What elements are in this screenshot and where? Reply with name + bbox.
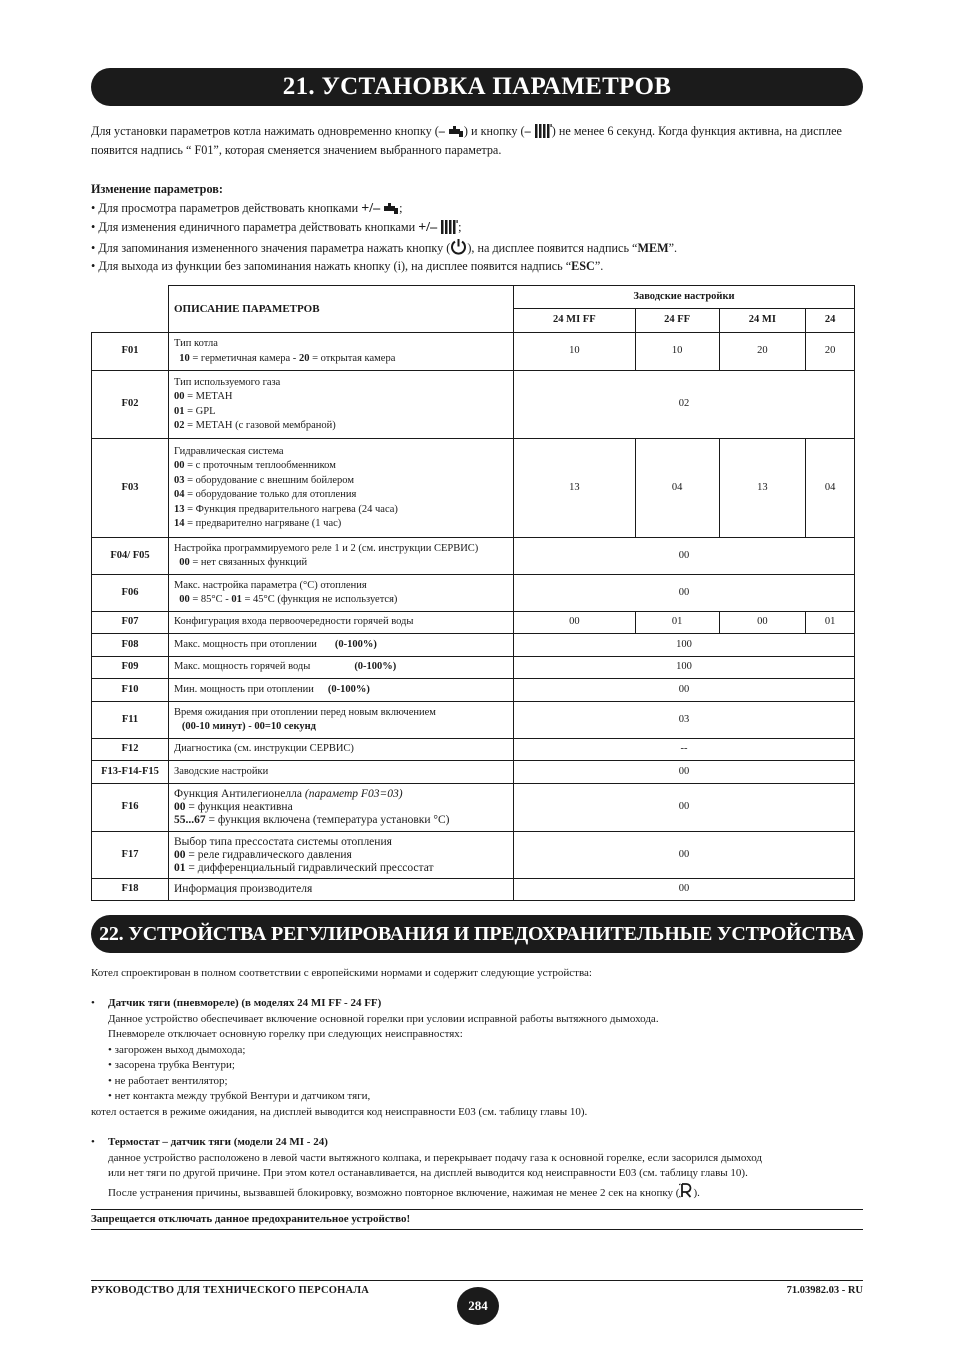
param-value: 10 — [514, 333, 636, 371]
intro-paragraph: Для установки параметров котла нажимать одновременно кнопку (– ) и кнопку (– ) не менее 6 секунд. Когда функция активна, на дисплее появится надпись “ F01”, которая сменяется значением выбранного параметра. — [91, 124, 842, 157]
param-value: 13 — [719, 439, 806, 538]
param-code: F04/ F05 — [92, 538, 169, 575]
model-header: 24 FF — [635, 309, 719, 333]
table-row — [92, 439, 855, 538]
param-code: F08 — [92, 634, 169, 657]
param-value: 00 — [514, 761, 855, 784]
param-value: 00 — [514, 679, 855, 702]
footer-doc-code: 71.03982.03 - RU — [786, 1285, 863, 1296]
table-row — [92, 879, 855, 901]
param-value: -- — [514, 739, 855, 761]
page-number: 284 — [457, 1287, 499, 1325]
param-code: F02 — [92, 371, 169, 439]
param-desc: Функция Антилегионелла (параметр F03=03) 00 = функция неактивна 55...67 = функция включена (температура установки °C) — [169, 784, 514, 832]
param-value: 10 — [635, 333, 719, 371]
table-row — [92, 784, 855, 832]
desc-header: ОПИСАНИЕ ПАРАМЕТРОВ — [169, 286, 514, 333]
param-desc: Время ожидания при отоплении перед новым включением (00-10 минут) - 00=10 секунд — [169, 702, 514, 739]
param-code: F16 — [92, 784, 169, 832]
warning-rule-bottom — [91, 1229, 863, 1230]
reset-icon — [679, 1182, 693, 1199]
table-row — [92, 679, 855, 702]
param-value: 00 — [514, 784, 855, 832]
table-row — [92, 761, 855, 784]
param-code: F11 — [92, 702, 169, 739]
table-row — [92, 739, 855, 761]
param-value: 01 — [635, 612, 719, 634]
bullet-change-param: • Для изменения единичного параметра действовать кнопками +/– ; — [91, 220, 462, 236]
param-desc: Макс. настройка параметра (°C) отопления 00 = 85°C - 01 = 45°C (функция не используется) — [169, 575, 514, 612]
param-desc: Мин. мощность при отоплении (0-100%) — [169, 679, 514, 702]
param-value: 100 — [514, 657, 855, 679]
param-desc: Конфигурация входа первоочередности горячей воды — [169, 612, 514, 634]
param-value: 13 — [514, 439, 636, 538]
param-value: 00 — [514, 612, 636, 634]
table-row — [92, 538, 855, 575]
device-1-title: Датчик тяги (пневмореле) (в моделях 24 MI FF - 24 FF) — [108, 997, 382, 1009]
radiator-icon — [440, 220, 458, 234]
param-value: 04 — [635, 439, 719, 538]
param-desc: Макс. мощность горячей воды (0-100%) — [169, 657, 514, 679]
param-code: F01 — [92, 333, 169, 371]
param-code: F18 — [92, 879, 169, 901]
table-row — [92, 612, 855, 634]
tap-icon — [448, 126, 464, 138]
bullet-view-params: • Для просмотра параметров действовать кнопками +/– ; — [91, 201, 403, 216]
model-header: 24 — [806, 309, 855, 333]
param-desc: Тип используемого газа 00 = МЕТАН 01 = GPL 02 = МЕТАН (с газовой мембраной) — [169, 371, 514, 439]
param-value: 20 — [719, 333, 806, 371]
param-value: 04 — [806, 439, 855, 538]
param-value: 00 — [514, 879, 855, 901]
param-desc: Настройка программируемого реле 1 и 2 (см. инструкции СЕРВИС) 00 = нет связанных функций — [169, 538, 514, 575]
model-header: 24 MI — [719, 309, 806, 333]
factory-header: Заводские настройки — [514, 286, 855, 309]
table-row — [92, 371, 855, 439]
param-value: 00 — [514, 832, 855, 879]
table-row — [92, 333, 855, 371]
param-code: F13-F14-F15 — [92, 761, 169, 784]
table-row — [92, 575, 855, 612]
tap-icon — [383, 203, 399, 215]
param-code: F06 — [92, 575, 169, 612]
device-1-block: Датчик тяги (пневмореле) (в моделях 24 MI FF - 24 FF) Данное устройство обеспечивает включение основной горелки при условии исправной работы вытяжного дымохода. Пневмореле отключает основную горелку при следующих неисправностях: • загорожен выход дымохода; • засорена трубка Вентури; • не работает вентилятор; • нет контакта между трубкой Вентури и датчиком тяги, — [108, 997, 659, 1102]
device-2-title: Термостат – датчик тяги (модели 24 MI - 24) — [108, 1136, 328, 1148]
model-header: 24 MI FF — [514, 309, 636, 333]
param-code: F03 — [92, 439, 169, 538]
param-desc: Гидравлическая система 00 = с проточным теплообменником 03 = оборудование с внешним бойлером 04 = оборудование только для отопления 13 = Функция предварительного нагрева (24 часа) 14 = предварително нагряване (1 час) — [169, 439, 514, 538]
bullet-dot: • — [91, 997, 95, 1009]
power-icon — [450, 238, 467, 255]
param-code: F17 — [92, 832, 169, 879]
bullet-exit: • Для выхода из функции без запоминания нажать кнопку (i), на дисплее появится надпись “ESC”. — [91, 258, 604, 273]
table-row — [92, 702, 855, 739]
device-2-block: Термостат – датчик тяги (модели 24 MI - 24) данное устройство расположено в левой части вытяжного колпака, и перекрывает подачу газа к основной горелке, если засорился дымоход или нет тяги по другой причине. При этом котел останавливается, на дисплей выводится код неисправности E03 (см. таблицу главы 10). После устранения причины, вызвавшей блокировку, возможно повторное включение, нажимая не менее 2 сек на кнопку ( ). — [108, 1136, 762, 1199]
param-code: F07 — [92, 612, 169, 634]
param-code: F12 — [92, 739, 169, 761]
section-22-title: 22. УСТРОЙСТВА РЕГУЛИРОВАНИЯ И ПРЕДОХРАНИТЕЛЬНЫЕ УСТРОЙСТВА — [91, 915, 863, 953]
param-value: 100 — [514, 634, 855, 657]
param-desc: Заводские настройки — [169, 761, 514, 784]
param-value: 03 — [514, 702, 855, 739]
param-desc: Выбор типа прессостата системы отопления 00 = реле гидравлического давления 01 = дифференциальный гидравлический прессостат — [169, 832, 514, 879]
param-desc: Информация производителя — [169, 879, 514, 901]
table-corner — [92, 286, 169, 333]
param-desc: Диагностика (см. инструкции СЕРВИС) — [169, 739, 514, 761]
param-value: 20 — [806, 333, 855, 371]
bullet-dot: • — [91, 1136, 95, 1148]
param-code: F09 — [92, 657, 169, 679]
param-desc: Макс. мощность при отоплении (0-100%) — [169, 634, 514, 657]
param-value: 00 — [719, 612, 806, 634]
warning-text: Запрещается отключать данное предохранительное устройство! — [91, 1213, 411, 1225]
param-value: 01 — [806, 612, 855, 634]
table-row — [92, 657, 855, 679]
param-value: 00 — [514, 575, 855, 612]
param-code: F10 — [92, 679, 169, 702]
footer-divider — [91, 1280, 863, 1281]
parameters-table — [91, 285, 855, 901]
footer-manual-title: РУКОВОДСТВО ДЛЯ ТЕХНИЧЕСКОГО ПЕРСОНАЛА — [91, 1285, 370, 1296]
section-22-intro: Котел спроектирован в полном соответствии с европейскими нормами и содержит следующие устройства: — [91, 967, 592, 979]
radiator-icon — [534, 124, 552, 138]
param-value: 00 — [514, 538, 855, 575]
warning-rule-top — [91, 1209, 863, 1210]
change-params-heading: Изменение параметров: — [91, 182, 223, 196]
param-desc: Тип котла 10 = герметичная камера - 20 = открытая камера — [169, 333, 514, 371]
bullet-list — [91, 199, 677, 276]
device-1-tail: котел остается в режиме ожидания, на дисплей выводится код неисправности E03 (см. таблицу главы 10). — [91, 1106, 588, 1118]
bullet-save-param: • Для запоминания измененного значения параметра нажать кнопку ( ), на дисплее появится надпись “MEM”. — [91, 238, 677, 257]
table-row — [92, 832, 855, 879]
section-21-title: 21. УСТАНОВКА ПАРАМЕТРОВ — [91, 68, 863, 106]
table-row — [92, 634, 855, 657]
param-value: 02 — [514, 371, 855, 439]
